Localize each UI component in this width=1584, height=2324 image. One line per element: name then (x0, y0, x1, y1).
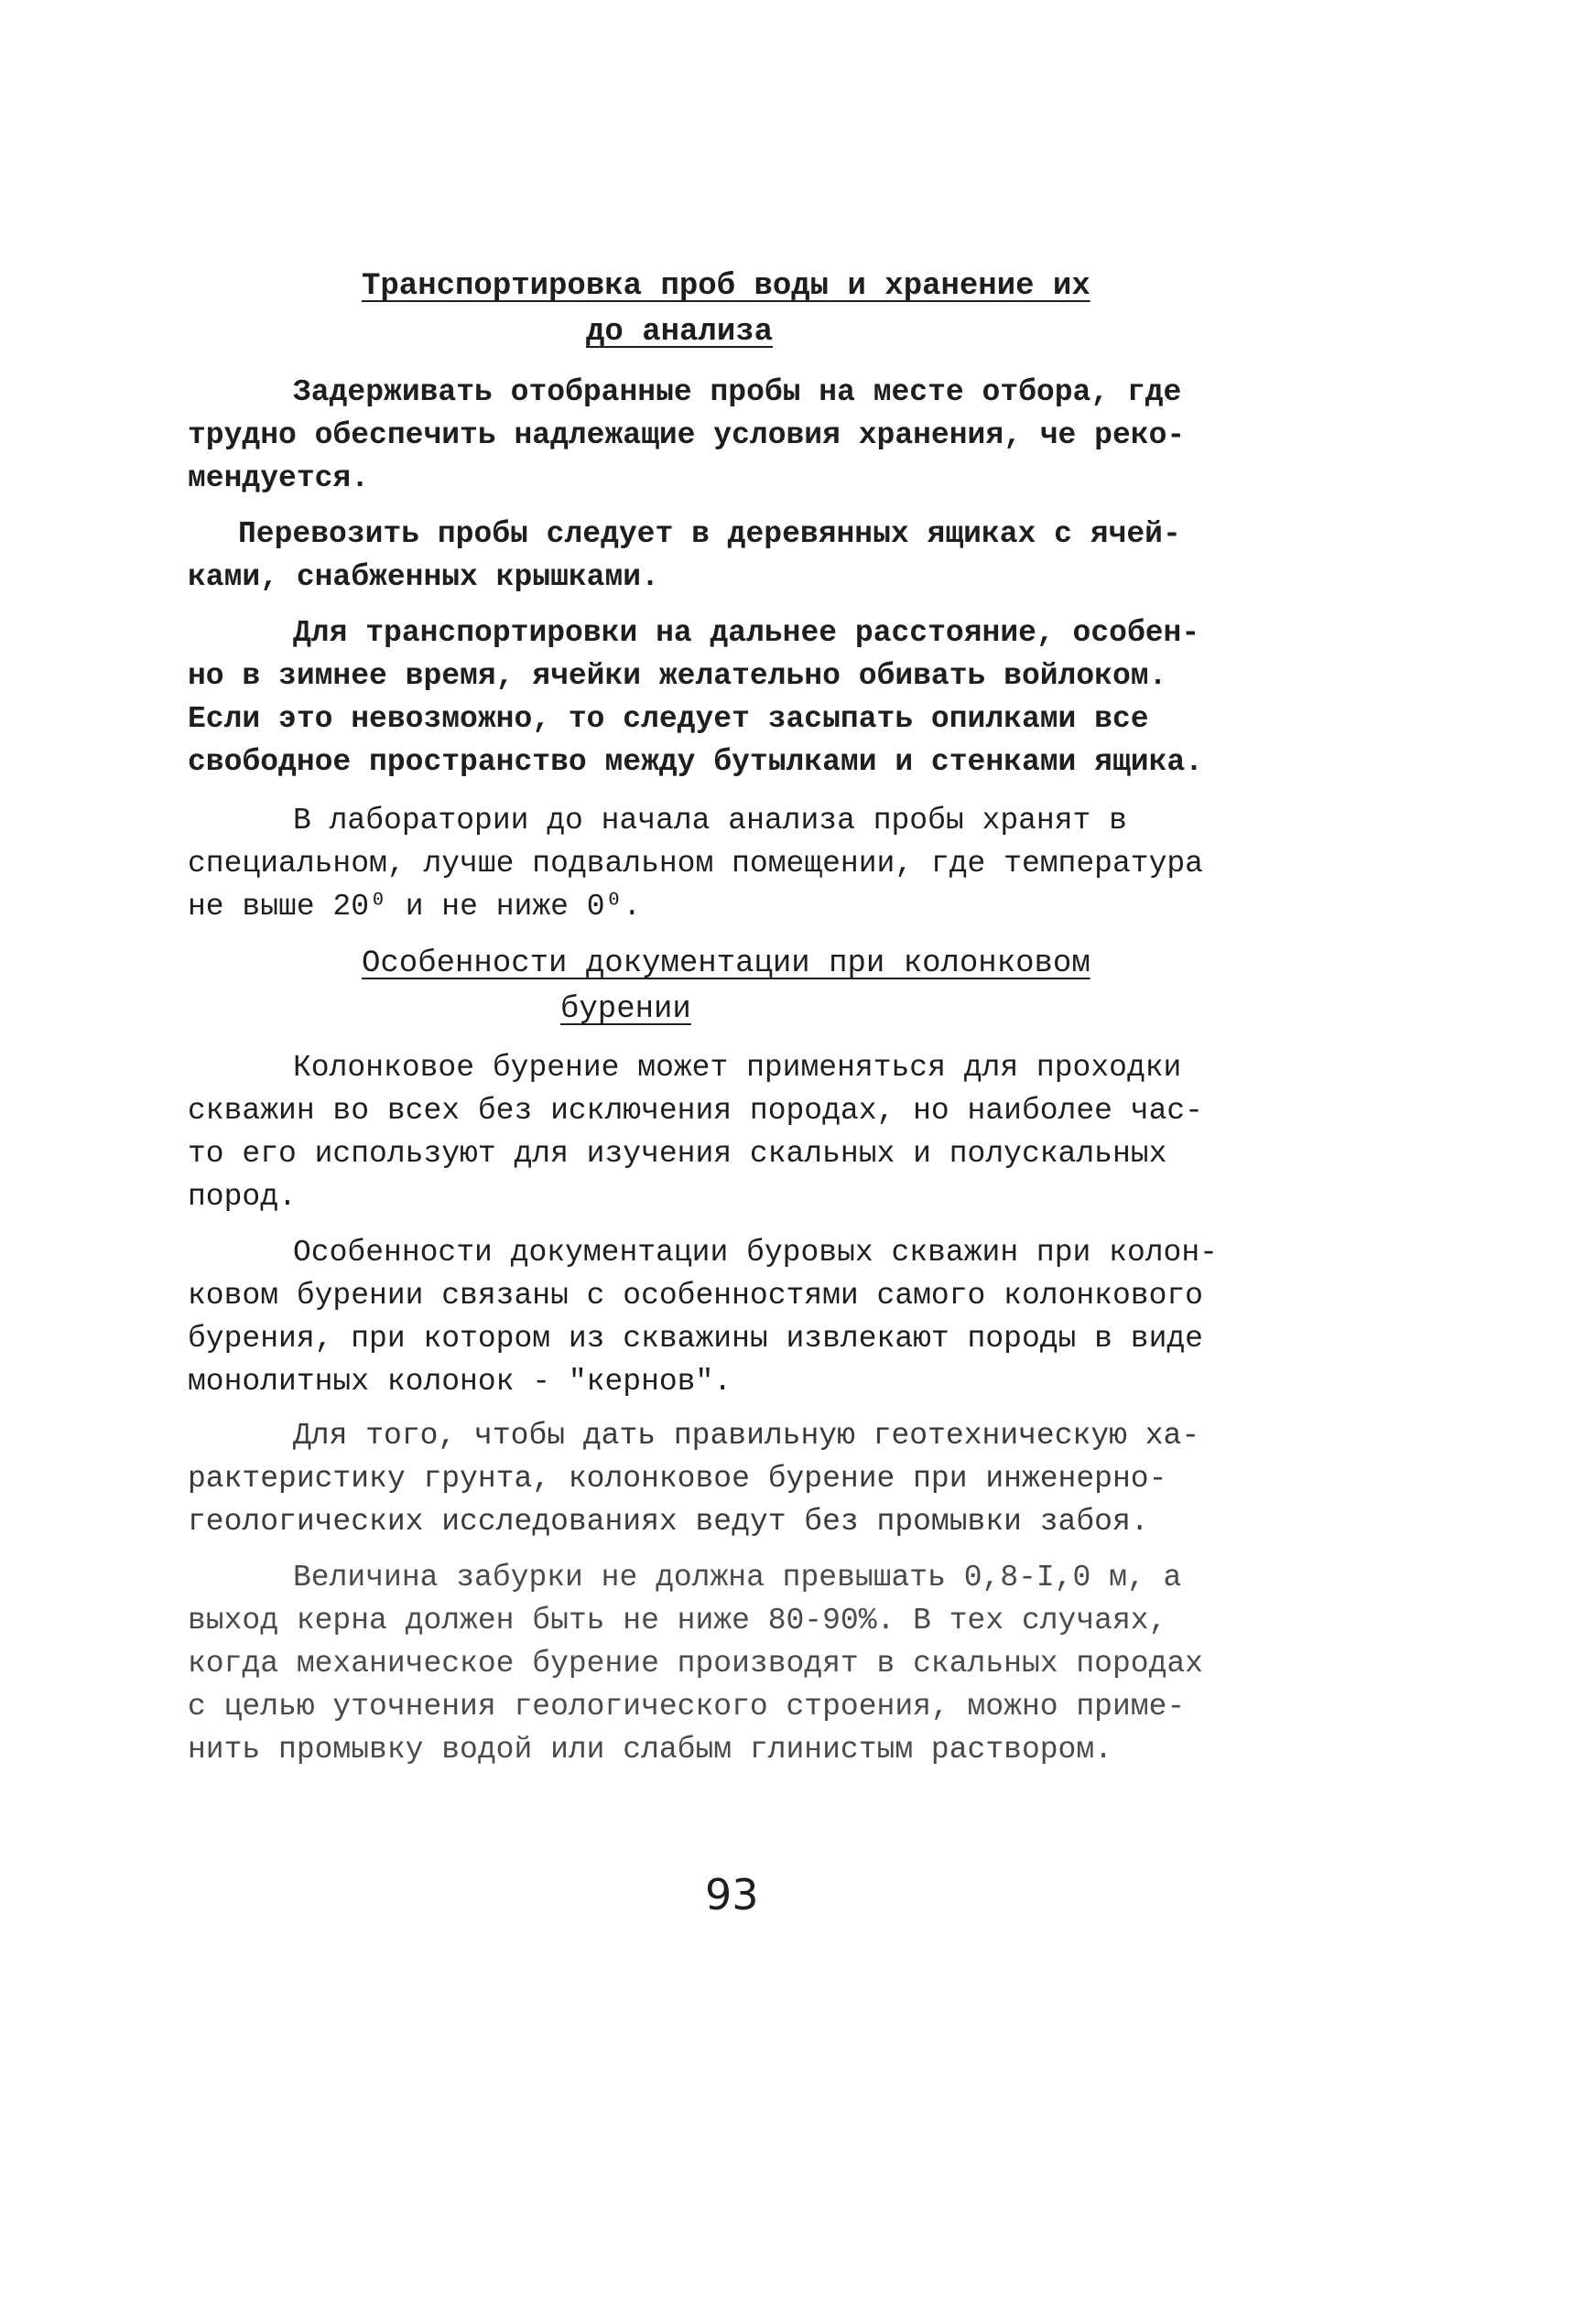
paragraph-line: Если это невозможно, то следует засыпать опилками все (188, 702, 1149, 736)
paragraph-drilling-depth (188, 1556, 1203, 1771)
paragraph-core-drilling-usage (188, 1046, 1203, 1218)
paragraph-line: Для того, чтобы дать правильную геотехническую ха- (293, 1419, 1200, 1453)
paragraph-line: мендуется. (188, 461, 370, 495)
paragraph-line: то его используют для изучения скальных и полускальных (188, 1137, 1167, 1171)
paragraph-line: Особенности документации буровых скважин при колон- (293, 1236, 1218, 1270)
paragraph-line: В лаборатории до начала анализа пробы хранят в (293, 804, 1127, 838)
section-heading-core-drilling: Особенности документации при колонковом (362, 946, 1090, 981)
paragraph-documentation-features (188, 1231, 1218, 1403)
paragraph-line: Величина забурки не должна превышать 0,8-I,0 м, а (293, 1561, 1182, 1594)
paragraph-line: но в зимнее время, ячейки желательно обивать войлоком. (188, 659, 1167, 693)
paragraph-line: монолитных колонок - "кернов". (188, 1365, 732, 1399)
paragraph-line: Колонковое бурение может применяться для проходки (293, 1051, 1182, 1085)
paragraph-line: ками, снабженных крышками. (188, 560, 659, 594)
paragraph-line: ковом бурении связаны с особенностями самого колонкового (188, 1279, 1203, 1313)
paragraph-line: когда механическое бурение производят в скальных породах (188, 1647, 1203, 1681)
paragraph-line: Для транспортировки на дальнее расстояние, особен- (293, 616, 1200, 650)
section-heading-transport: Транспортировка проб воды и хранение их (362, 269, 1090, 304)
paragraph-delay-samples (188, 371, 1195, 500)
paragraph-line: не выше 20⁰ и не ниже 0⁰. (188, 890, 642, 924)
paragraph-line: бурения, при котором из скважины извлекают породы в виде (188, 1322, 1203, 1356)
paragraph-line: рактеристику грунта, колонковое бурение при инженерно- (188, 1462, 1167, 1496)
paragraph-line: пород. (188, 1180, 297, 1214)
paragraph-line: с целью уточнения геологического строения, можно приме- (188, 1690, 1186, 1724)
paragraph-geotechnical (188, 1414, 1200, 1543)
section-heading-transport-line2: до анализа (586, 315, 774, 350)
paragraph-transport-boxes (188, 513, 1195, 599)
paragraph-line: Перевозить пробы следует в деревянных ящиках с ячей- (238, 517, 1181, 551)
paragraph-line: скважин во всех без исключения породах, но наиболее час- (188, 1094, 1203, 1128)
paragraph-line: выход керна должен быть не ниже 80-90%. В тех случаях, (188, 1604, 1167, 1638)
section-heading-core-drilling-line2: бурении (560, 992, 691, 1027)
paragraph-line: Задерживать отобранные пробы на месте отбора, где (293, 375, 1182, 409)
paragraph-line: нить промывку водой или слабым глинистым раствором. (188, 1733, 1112, 1767)
paragraph-lab-storage (188, 799, 1203, 928)
paragraph-long-distance (188, 611, 1203, 784)
paragraph-line: специальном, лучше подвальном помещении, где температура (188, 847, 1203, 881)
page-number: 93 (705, 1870, 759, 1919)
paragraph-line: свободное пространство между бутылками и стенками ящика. (188, 745, 1203, 779)
paragraph-line: геологических исследованиях ведут без промывки забоя. (188, 1505, 1149, 1539)
paragraph-line: трудно обеспечить надлежащие условия хранения, че реко- (188, 418, 1186, 452)
